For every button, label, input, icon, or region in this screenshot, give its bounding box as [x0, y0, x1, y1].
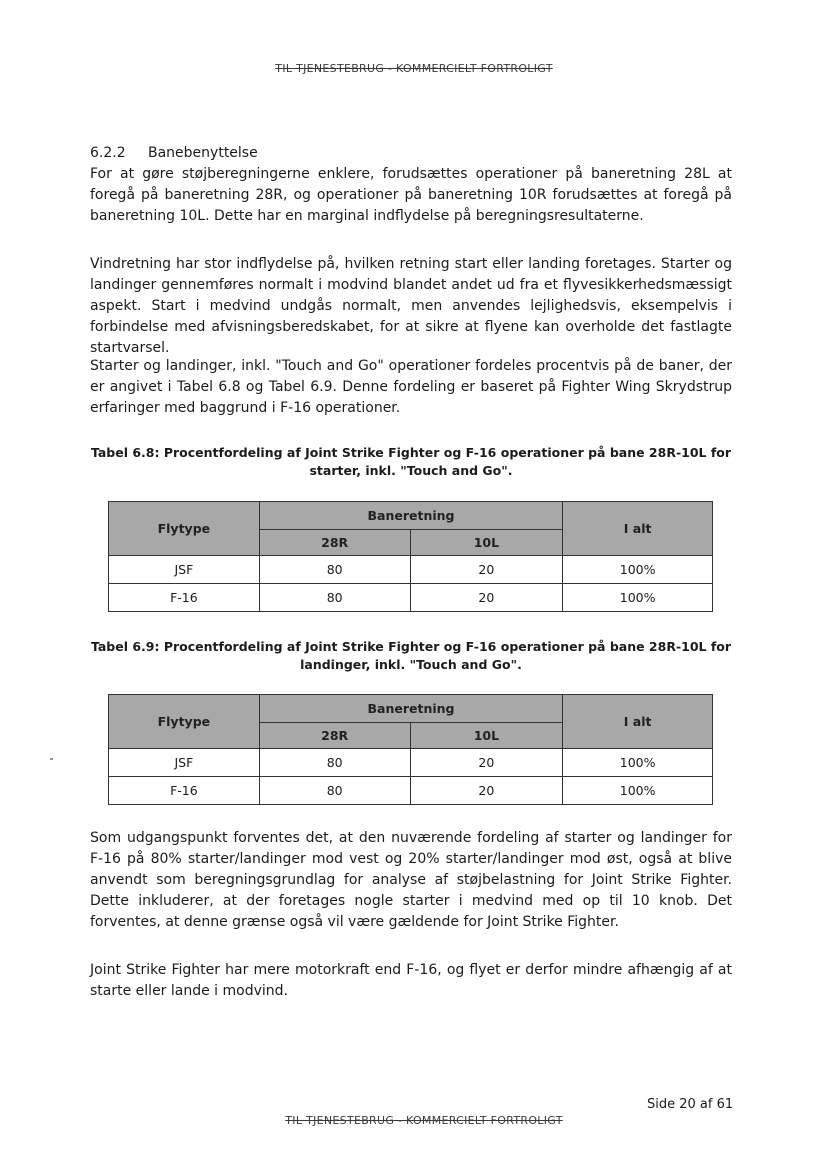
paragraph-5 [90, 960, 732, 1002]
caption-line: starter, inkl. "Touch and Go". [309, 463, 513, 478]
cell-10l: 20 [410, 749, 563, 777]
page-number: Side 20 af 61 [647, 1097, 734, 1112]
cell-28r: 80 [259, 556, 410, 584]
paragraph-1 [90, 164, 732, 227]
section-number: 6.2.2 [90, 145, 126, 161]
paragraph-text: Vindretning har stor indflydelse på, hvilken retning start eller landing foretages. Starter og landinger gennemføres normalt i modvind blandet andet ud fra et flyvesikkerhedsmæssigt aspekt. Start i medvind undgås normalt, men anvendes lejlighedsvis, eksempelvis i forbindelse med afvisningsberedskabet, for at sikre at flyene kan overholde det fastlagte startvarsel. [90, 256, 732, 356]
header-28r: 28R [259, 530, 410, 556]
header-baneretning: Baneretning [259, 695, 562, 723]
table-row [109, 777, 713, 805]
cell-total: 100% [563, 749, 713, 777]
cell-total: 100% [563, 777, 713, 805]
table-6-8 [108, 501, 713, 612]
header-total: I alt [563, 695, 713, 749]
header-10l: 10L [410, 530, 563, 556]
header-classification-banner: TIL TJENESTEBRUG - KOMMERCIELT FORTROLIGT [275, 62, 553, 75]
section-title: Banebenyttelse [148, 145, 258, 161]
paragraph-2 [90, 254, 732, 359]
table-row [109, 556, 713, 584]
caption-line: Tabel 6.8: Procentfordeling af Joint Strike Fighter og F-16 operationer på bane 28R-10L for [90, 445, 732, 460]
caption-line: landinger, inkl. "Touch and Go". [300, 657, 522, 672]
paragraph-4 [90, 828, 732, 933]
cell-flytype: F-16 [109, 777, 260, 805]
paragraph-text: Som udgangspunkt forventes det, at den nuværende fordeling af starter og landinger for F-16 på 80% starter/landinger mod vest og 20% starter/landinger mod øst, også at blive anvendt som beregningsgrundlag for analyse af støjbelastning for Joint Strike Fighter. Dette inkluderer, at der foretages nogle starter i medvind med op til 10 knob. Det forventes, at denne grænse også vil være gældende for Joint Strike Fighter. [90, 830, 732, 930]
header-28r: 28R [259, 723, 410, 749]
scan-speck [50, 758, 53, 760]
cell-flytype: JSF [109, 749, 260, 777]
paragraph-text: Starter og landinger, inkl. "Touch and Go" operationer fordeles procentvis på de baner, der er angivet i Tabel 6.8 og Tabel 6.9. Denne fordeling er baseret på Fighter Wing Skrydstrup erfaringer med baggrund i F-16 operationer. [90, 358, 732, 416]
cell-10l: 20 [410, 584, 563, 612]
cell-flytype: JSF [109, 556, 260, 584]
cell-10l: 20 [410, 556, 563, 584]
section-heading [90, 143, 732, 164]
table-6-9 [108, 694, 713, 805]
header-baneretning: Baneretning [259, 502, 562, 530]
cell-28r: 80 [259, 749, 410, 777]
paragraph-3 [90, 356, 732, 419]
cell-total: 100% [563, 556, 713, 584]
caption-line: Tabel 6.9: Procentfordeling af Joint Strike Fighter og F-16 operationer på bane 28R-10L for [90, 639, 732, 654]
footer-classification-banner: TIL TJENESTEBRUG - KOMMERCIELT FORTROLIGT [285, 1114, 563, 1127]
header-10l: 10L [410, 723, 563, 749]
paragraph-text: Joint Strike Fighter har mere motorkraft end F-16, og flyet er derfor mindre afhængig af at starte eller lande i modvind. [90, 962, 732, 999]
table-row [109, 584, 713, 612]
cell-28r: 80 [259, 584, 410, 612]
cell-total: 100% [563, 584, 713, 612]
header-flytype: Flytype [109, 502, 260, 556]
table-6-9-caption [90, 638, 732, 674]
cell-28r: 80 [259, 777, 410, 805]
table-6-8-caption [90, 444, 732, 480]
table-row [109, 749, 713, 777]
header-flytype: Flytype [109, 695, 260, 749]
paragraph-text: For at gøre støjberegningerne enklere, forudsættes operationer på baneretning 28L at foregå på baneretning 28R, og operationer på baneretning 10R forudsættes at foregå på baneretning 10L. Dette har en marginal indflydelse på beregningsresultaterne. [90, 166, 732, 224]
cell-flytype: F-16 [109, 584, 260, 612]
cell-10l: 20 [410, 777, 563, 805]
header-total: I alt [563, 502, 713, 556]
